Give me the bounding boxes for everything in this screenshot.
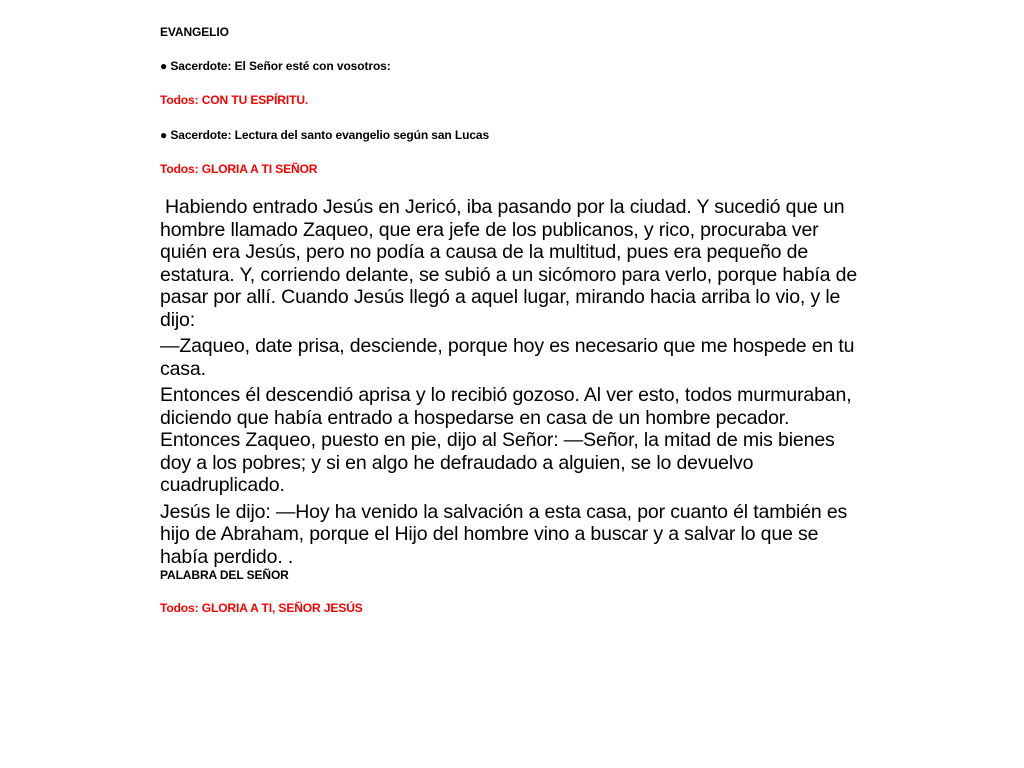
reading-paragraph: —Zaqueo, date prisa, desciende, porque hoy es necesario que me hospede en tu casa. xyxy=(160,335,855,380)
reading-paragraph: Habiendo entrado Jesús en Jericó, iba pasando por la ciudad. Y sucedió que un hombre llamado Zaqueo, que era jefe de los publicanos, y rico, procuraba ver quién era Jesús, pero no podía a causa de la multitud, pues era pequeño de estatura. Y, corriendo delante, se subió a un sicómoro para verlo, porque había de pasar por allí. Cuando Jesús llegó a aquel lugar, mirando hacia arriba lo vio, y le dijo: xyxy=(160,196,858,331)
people-response-glory: Todos: GLORIA A TI SEÑOR xyxy=(160,162,318,176)
section-title: EVANGELIO xyxy=(160,25,229,39)
reading-paragraph: Entonces él descendió aprisa y lo recibió gozoso. Al ver esto, todos murmuraban, diciendo que había entrado a hospedarse en casa de un hombre pecador. Entonces Zaqueo, puesto en pie, dijo al Señor: —Señor, la mitad de mis bienes doy a los pobres; y si en algo he defraudado a alguien, se lo devuelvo cuadruplicado. xyxy=(160,384,852,496)
gospel-reading xyxy=(160,196,860,572)
priest-line-greeting: ● Sacerdote: El Señor esté con vosotros: xyxy=(160,59,391,73)
closing-acclamation: PALABRA DEL SEÑOR xyxy=(160,568,289,582)
people-response-final: Todos: GLORIA A TI, SEÑOR JESÚS xyxy=(160,601,363,615)
people-response-spirit: Todos: CON TU ESPÍRITU. xyxy=(160,93,309,107)
priest-line-reading: ● Sacerdote: Lectura del santo evangelio según san Lucas xyxy=(160,128,490,142)
reading-paragraph: Jesús le dijo: —Hoy ha venido la salvación a esta casa, por cuanto él también es hijo de Abraham, porque el Hijo del hombre vino a buscar y a salvar lo que se había perdido. . xyxy=(160,500,848,568)
